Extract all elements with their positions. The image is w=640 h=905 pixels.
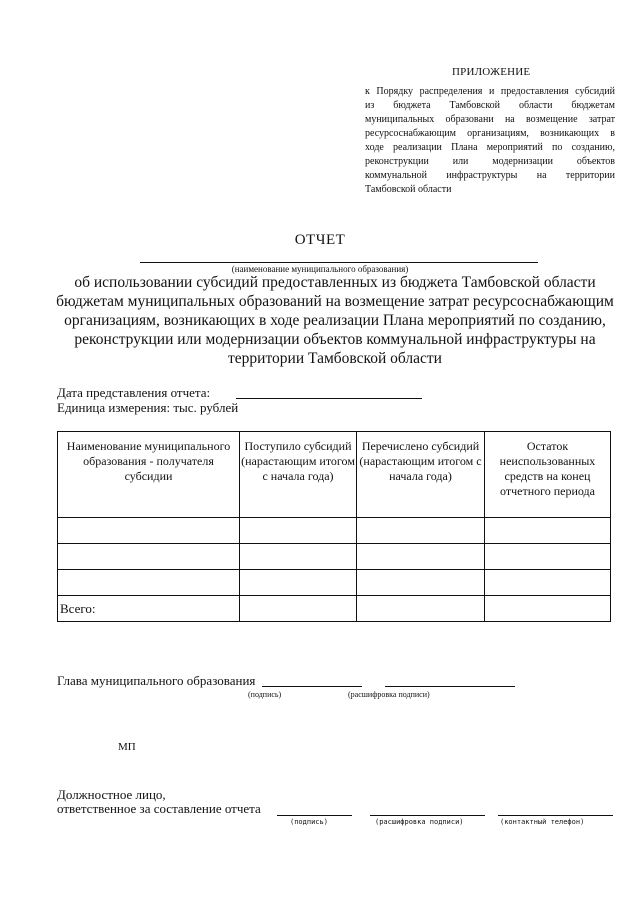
header-received: Поступило субсидий (нарастающим итогом с начала года) xyxy=(240,432,357,518)
phone-caption: (контактный телефон) xyxy=(500,818,585,826)
head-label: Глава муниципального образования xyxy=(57,673,256,688)
date-label: Дата представления отчета: xyxy=(57,385,211,400)
total-label: Всего: xyxy=(58,596,240,622)
responsible-phone-line[interactable] xyxy=(498,815,613,816)
signature-caption: (подпись) xyxy=(248,690,282,699)
appendix-title: ПРИЛОЖЕНИЕ xyxy=(452,66,531,78)
signature-caption: (подпись) xyxy=(290,818,328,826)
subtitle-line: реконструкции или модернизации объектов коммунальной инфраструктуры на xyxy=(74,331,596,348)
table-cell[interactable] xyxy=(58,544,240,570)
table-cell[interactable] xyxy=(357,544,485,570)
table-cell[interactable] xyxy=(357,596,485,622)
table-cell[interactable] xyxy=(485,596,611,622)
report-subtitle xyxy=(55,273,615,368)
appendix-line: из бюджета Тамбовской области бюджетам xyxy=(365,100,615,111)
table-cell[interactable] xyxy=(357,518,485,544)
municipality-caption: (наименование муниципального образования) xyxy=(231,264,409,274)
appendix-line: Тамбовской области xyxy=(365,184,452,195)
table-cell[interactable] xyxy=(240,518,357,544)
header-transferred: Перечислено субсидий (нарастающим итогом с начала года) xyxy=(357,432,485,518)
decode-caption: (расшифровка подписи) xyxy=(348,690,430,699)
table-cell[interactable] xyxy=(58,518,240,544)
decode-caption: (расшифровка подписи) xyxy=(375,818,464,826)
table-total-row xyxy=(58,596,611,622)
header-remainder: Остаток неиспользованных средств на конец отчетного периода xyxy=(485,432,611,518)
appendix-line: ресурсоснабжающим организациям, возникающих в xyxy=(365,128,615,139)
responsible-signature-line[interactable] xyxy=(277,815,352,816)
table-row xyxy=(58,544,611,570)
subtitle-line: организациям, возникающих в ходе реализации Плана мероприятий по созданию, xyxy=(64,312,606,329)
table-cell[interactable] xyxy=(485,570,611,596)
appendix-line: коммунальной инфраструктуры на территории xyxy=(365,170,615,181)
table-cell[interactable] xyxy=(58,570,240,596)
appendix-line: муниципальных образовани на возмещение затрат xyxy=(365,114,615,125)
subtitle-line: территории Тамбовской области xyxy=(228,350,442,367)
head-signature-line[interactable] xyxy=(262,686,362,687)
report-table xyxy=(57,431,611,622)
head-decode-line[interactable] xyxy=(385,686,515,687)
appendix-line: ходе реализации Плана мероприятий по созданию, xyxy=(365,142,615,153)
table-cell[interactable] xyxy=(240,544,357,570)
unit-label: Единица измерения: тыс. рублей xyxy=(57,400,239,415)
table-row xyxy=(58,518,611,544)
table-header-row xyxy=(58,432,611,518)
responsible-label: ответственное за составление отчета xyxy=(57,801,261,816)
subtitle-line: бюджетам муниципальных образований на возмещение затрат ресурсоснабжающим xyxy=(56,293,614,310)
municipality-name-line[interactable] xyxy=(140,262,538,263)
table-cell[interactable] xyxy=(485,518,611,544)
responsible-label: Должностное лицо, xyxy=(57,787,166,802)
appendix-text xyxy=(365,85,615,197)
table-cell[interactable] xyxy=(240,570,357,596)
table-cell[interactable] xyxy=(240,596,357,622)
responsible-decode-line[interactable] xyxy=(370,815,485,816)
table-cell[interactable] xyxy=(357,570,485,596)
stamp-place-label: МП xyxy=(118,741,136,753)
header-municipality: Наименование муниципального образования - получателя субсидии xyxy=(58,432,240,518)
table-row xyxy=(58,570,611,596)
subtitle-line: об использовании субсидий предоставленных из бюджета Тамбовской области xyxy=(74,274,596,291)
appendix-line: реконструкции или модернизации объектов xyxy=(365,156,615,167)
appendix-line: к Порядку распределения и предоставления субсидий xyxy=(365,86,615,97)
report-title: ОТЧЕТ xyxy=(294,232,346,248)
date-field-line[interactable] xyxy=(236,398,422,399)
table-cell[interactable] xyxy=(485,544,611,570)
